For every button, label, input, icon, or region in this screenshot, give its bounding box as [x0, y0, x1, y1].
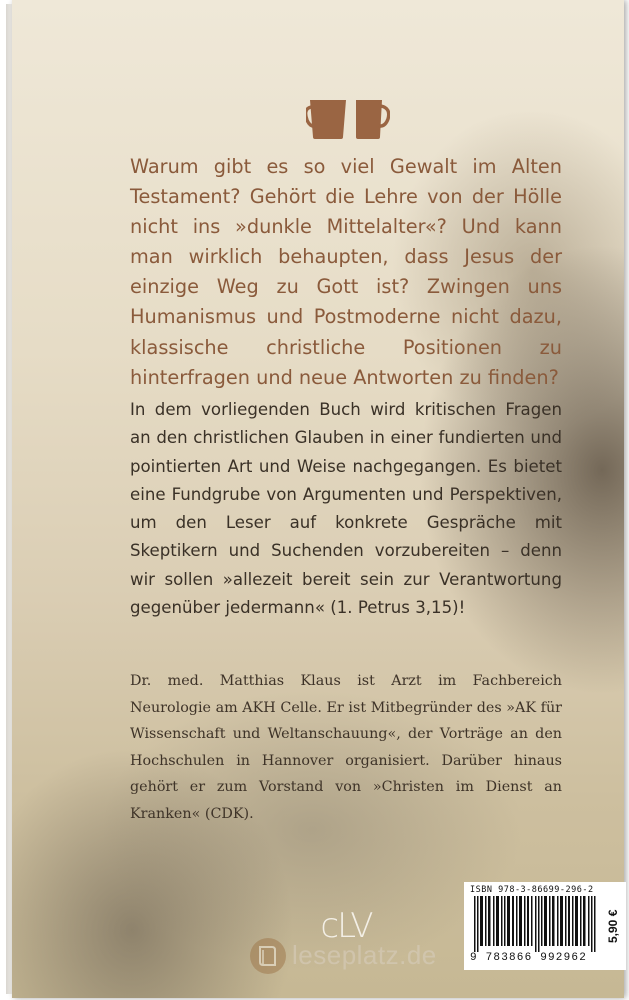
barcode-bars	[474, 896, 600, 952]
price-label: 5,90 €	[606, 909, 620, 943]
book-back-cover	[12, 0, 624, 998]
book-description-paragraph: In dem vorliegenden Buch wird kritischen Fragen an den christlichen Glauben in einer fundierten und pointierten Art und Weise nachgegangen. Es bietet eine Fundgrube von Argumenten und Perspektiven, um den Leser auf konkrete Gespräche mit Skeptikern und Suchenden vorzubereiten – denn wir sollen »allezeit bereit sein zur Verantwortung gegenüber jedermann« (1. Petrus 3,15)!	[130, 400, 562, 618]
watermark-text: leseplatz.de	[292, 940, 437, 970]
isbn-label: ISBN 978-3-86699-296-2	[470, 885, 594, 895]
book-icon	[248, 936, 288, 976]
author-bio-paragraph: Dr. med. Matthias Klaus ist Arzt im Fachbereich Neurologie am AKH Celle. Er ist Mitbegründer des »AK für Wissenschaft und Weltanschauung«, der Vorträge an den Hochschulen in Hannover organisiert. Darüber hinaus gehört er zum Vorstand von »Christen im Dienst an Kranken« (CDK).	[130, 673, 562, 822]
watermark	[248, 936, 458, 976]
barcode-digits: 9 783866 992962	[470, 952, 588, 964]
publisher-logo: cLV	[320, 906, 372, 946]
mugs-icon	[306, 96, 390, 140]
intro-questions-paragraph: Warum gibt es so viel Gewalt im Alten Testament? Gehört die Lehre von der Hölle nicht ins »dunkle Mittelalter«? Und kann man wirklich behaupten, dass Jesus der einzige Weg zu Gott ist? Zwingen uns Humanismus und Postmoderne nicht dazu, klassische christliche Positionen zu hinterfragen und neue Antworten zu finden?	[130, 155, 562, 389]
isbn-barcode	[464, 882, 626, 970]
